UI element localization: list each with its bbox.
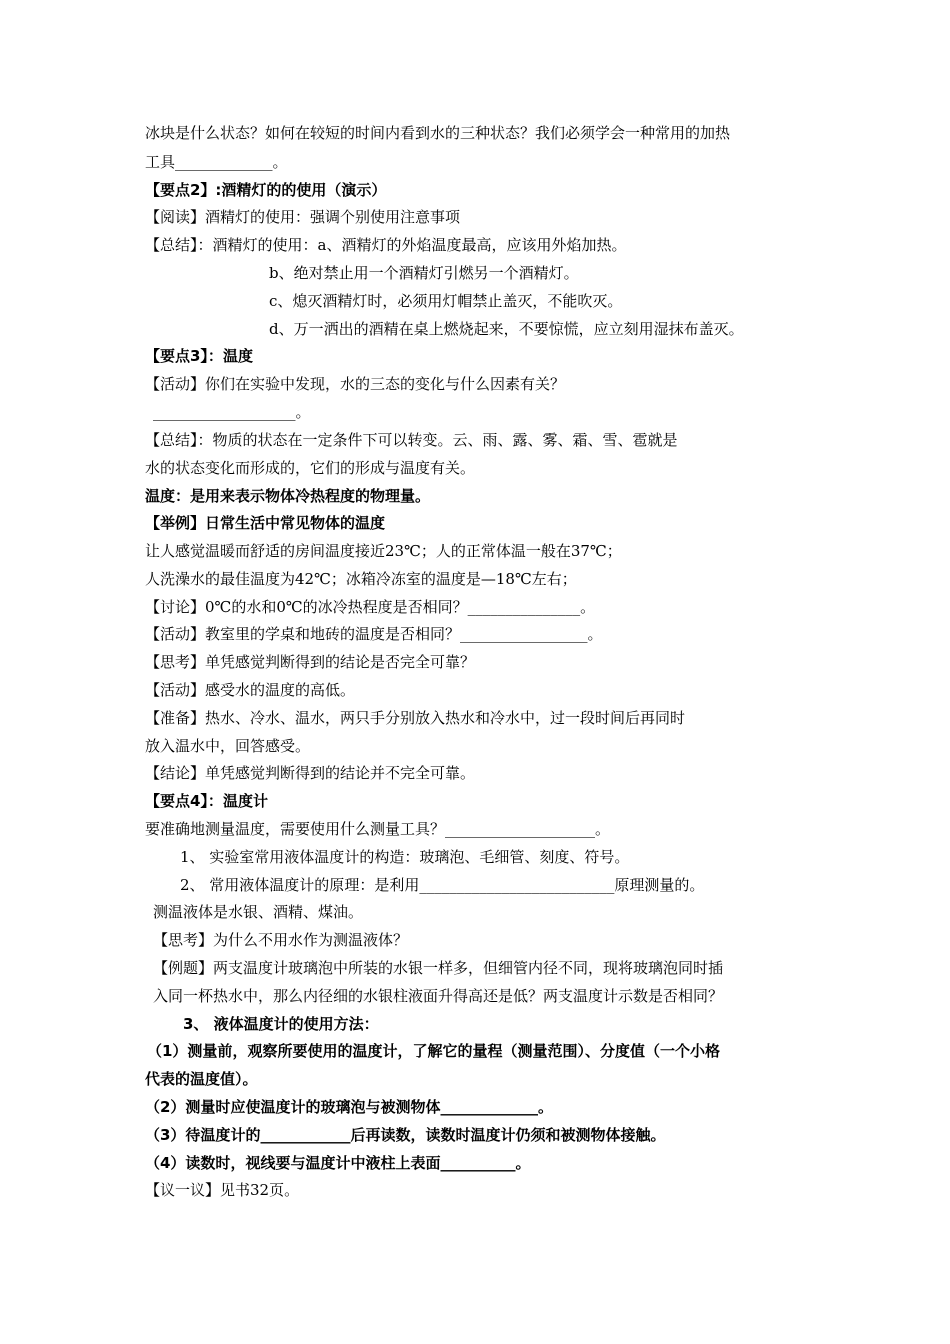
text-line: 【思考】为什么不用水作为测温液体？ xyxy=(153,931,409,949)
answer-blank: ___________________。 xyxy=(153,403,311,421)
text-line: c、熄灭酒精灯时，必须用灯帽禁止盖灭，不能吹灭。 xyxy=(269,292,623,310)
text-line: d、万一洒出的酒精在桌上燃烧起来，不要惊慌，应立刻用湿抹布盖灭。 xyxy=(269,320,744,338)
section-heading: 【要点2】:酒精灯的的使用（演示） xyxy=(145,181,387,199)
text-line: （2）测量时应使温度计的玻璃泡与被测物体_____________。 xyxy=(145,1098,553,1116)
text-line: 【活动】感受水的温度的高低。 xyxy=(145,681,356,699)
text-line: 代表的温度值）。 xyxy=(145,1070,258,1088)
text-line: 【准备】热水、冷水、温水，两只手分别放入热水和冷水中，过一段时间后再同时 xyxy=(145,709,686,727)
text-line: b、绝对禁止用一个酒精灯引燃另一个酒精灯。 xyxy=(269,264,579,282)
text-line: （4）读数时，视线要与温度计中液柱上表面__________。 xyxy=(145,1154,531,1172)
list-item: 2、 常用液体温度计的原理：是利用__________________________原理测量的。 xyxy=(180,876,705,894)
list-item: 3、 液体温度计的使用方法： xyxy=(183,1015,379,1033)
text-line: 【例题】两支温度计玻璃泡中所装的水银一样多，但细管内径不同，现将玻璃泡同时插 xyxy=(153,959,724,977)
section-heading: 【举例】日常生活中常见物体的温度 xyxy=(145,514,386,532)
text-line: 【讨论】0℃的水和0℃的冰冷热程度是否相同？_______________。 xyxy=(145,598,596,616)
text-line: 【总结】：酒精灯的使用：a、酒精灯的外焰温度最高，应该用外焰加热。 xyxy=(145,236,627,254)
text-line: （1）测量前，观察所要使用的温度计，了解它的量程（测量范围）、分度值（一个小格 xyxy=(147,1042,720,1060)
text-line: 让人感觉温暖而舒适的房间温度接近23℃；人的正常体温一般在37℃； xyxy=(145,542,622,560)
text-line: 冰块是什么状态？如何在较短的时间内看到水的三种状态？我们必须学会一种常用的加热 xyxy=(145,124,731,142)
text-line: 【结论】单凭感觉判断得到的结论并不完全可靠。 xyxy=(145,764,476,782)
text-line: 【思考】单凭感觉判断得到的结论是否完全可靠？ xyxy=(145,653,476,671)
text-line: 水的状态变化而形成的，它们的形成与温度有关。 xyxy=(145,459,476,477)
text-line: 【活动】你们在实验中发现，水的三态的变化与什么因素有关？ xyxy=(145,375,566,393)
text-line: 测温液体是水银、酒精、煤油。 xyxy=(153,903,364,921)
text-line: 【议一议】见书32页。 xyxy=(145,1181,300,1199)
text-line: 入同一杯热水中，那么内径细的水银柱液面升得高还是低？两支温度计示数是否相同？ xyxy=(153,987,724,1005)
section-heading: 【要点3】：温度 xyxy=(145,347,253,365)
section-heading: 【要点4】：温度计 xyxy=(145,792,268,810)
text-line: 要准确地测量温度，需要使用什么测量工具？____________________。 xyxy=(145,820,611,838)
text-line: （3）待温度计的____________后再读数，读数时温度计仍须和被测物体接触。 xyxy=(145,1126,666,1144)
text-line: 【活动】教室里的学桌和地砖的温度是否相同？_________________。 xyxy=(145,625,603,643)
text-line: 【总结】：物质的状态在一定条件下可以转变。云、雨、露、雾、霜、雪、雹就是 xyxy=(145,431,678,449)
list-item: 1、 实验室常用液体温度计的构造：玻璃泡、毛细管、刻度、符号。 xyxy=(180,848,630,866)
text-line: 【阅读】酒精灯的使用：强调个别使用注意事项 xyxy=(145,208,461,226)
text-line: 人洗澡水的最佳温度为42℃；冰箱冷冻室的温度是—18℃左右； xyxy=(145,570,577,588)
text-line: 工具_____________。 xyxy=(145,153,288,171)
text-line: 放入温水中，回答感受。 xyxy=(145,737,311,755)
definition: 温度：是用来表示物体冷热程度的物理量。 xyxy=(145,487,431,505)
